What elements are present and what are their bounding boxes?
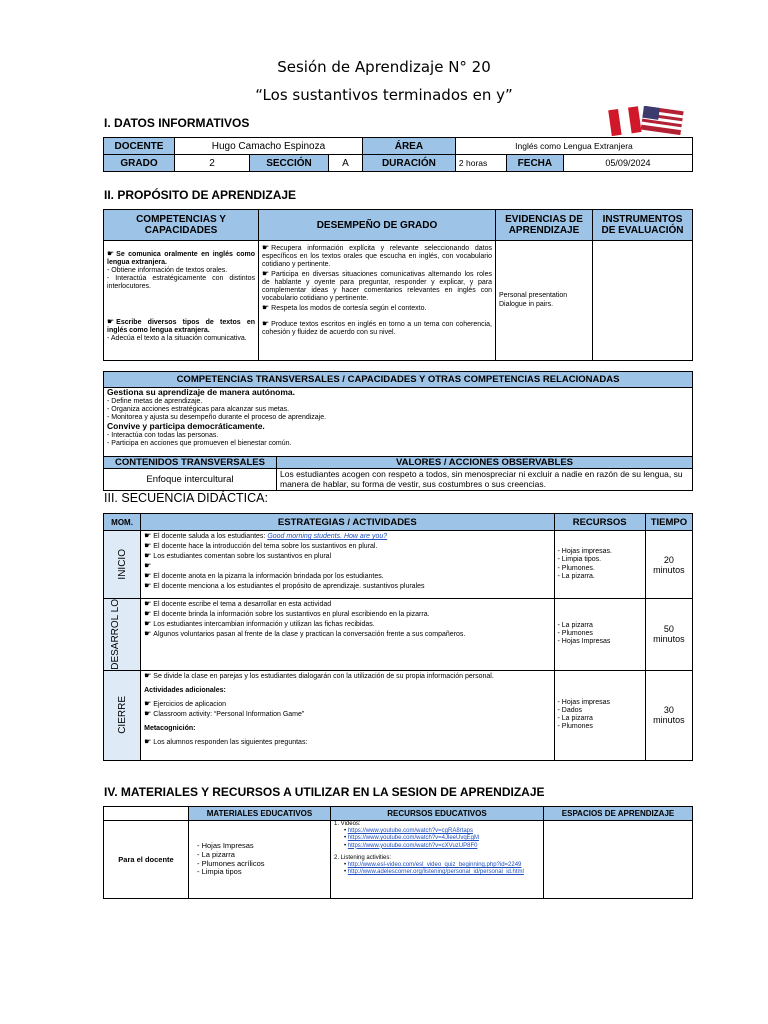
desempeno-item: Recupera información explícita y relevante seleccionando datos específicos en los textos orales que escucha en inglés, con vocabulario cotidiano y pertinente. <box>262 245 492 269</box>
peru-usa-flags-icon <box>606 106 690 138</box>
transversales-header: COMPETENCIAS TRANSVERSALES / CAPACIDADES Y OTRAS COMPETENCIAS RELACIONADAS <box>104 372 693 388</box>
desempeno-item: Produce textos escritos en inglés en torno a un tema con coherencia, cohesión y fluidez de acuerdo con su nivel. <box>262 321 492 337</box>
header-evidencias: EVIDENCIAS DE APRENDIZAJE <box>496 210 593 241</box>
momento-inicio <box>104 531 141 599</box>
pointing-hand-icon: ☛ <box>144 531 152 540</box>
momento-label: INICIO <box>116 549 128 580</box>
capacidad-item: - Interactúa estratégicamente con distintos interlocutores. <box>107 275 255 291</box>
fecha-value: 05/09/2024 <box>563 155 692 172</box>
pointing-hand-icon: ☛ <box>262 269 270 279</box>
video-link[interactable]: https://www.youtube.com/watch?v=cgRA8rtaps <box>347 828 474 835</box>
material-item: - Limpia tipos <box>197 867 242 877</box>
duracion-value: 2 horas <box>455 155 506 172</box>
espacios-cell <box>544 821 693 899</box>
recurso-item: - Plumones. <box>557 564 595 572</box>
desarrollo-recursos <box>554 599 645 671</box>
pointing-hand-icon: ☛ <box>262 319 270 329</box>
actividad-item: El docente hace la introducción del tema sobre los sustantivos en plural. <box>153 543 378 551</box>
recursos-list: 1. Videos: • https://www.youtube.com/watch?v=cgRA8rtaps • https://www.youtube.com/watch?v=4JleeUvqEgM • https://www.youtube.com/watch?v=cXVuzUP8F0 2. Listening activities: • http://www.esl-video.com/esl_video_quiz_beginning.php?id=2249 • http://www.adelescorner.org/listening/personal_id/personal_id.html <box>331 821 544 899</box>
pointing-hand-icon: ☛ <box>144 670 152 680</box>
pointing-hand-icon: ☛ <box>144 551 152 561</box>
section-secuencia-heading: III. SECUENCIA DIDÁCTICA: <box>104 491 268 505</box>
actividad-item: Classroom activity: “Personal Information Game” <box>153 710 305 718</box>
momento-label: CIERRE <box>116 696 128 735</box>
pointing-hand-icon: ☛ <box>144 581 152 591</box>
transversal-item: - Organiza acciones estratégicas para alcanzar sus metas. <box>107 405 290 413</box>
desempeno-item: Respeta los modos de cortesía según el contexto. <box>271 305 427 313</box>
actividad-saludo: Good morning students. How are you? <box>267 533 388 540</box>
actividad-item: Los estudiantes intercambian información y utilizan las fichas recibidas. <box>153 621 375 629</box>
cierre-recursos <box>554 670 645 760</box>
pointing-hand-icon: ☛ <box>144 599 152 608</box>
section-proposito-heading: II. PROPÓSITO DE APRENDIZAJE <box>104 188 297 202</box>
pointing-hand-icon: ☛ <box>107 317 115 327</box>
listening-link[interactable]: http://www.esl-video.com/esl_video_quiz_beginning.php?id=2249 <box>347 861 522 868</box>
grado-value: 2 <box>175 155 250 172</box>
recurso-item: - La pizarra <box>557 715 593 723</box>
cierre-tiempo: 30 minutos <box>645 670 692 760</box>
momento-desarrollo <box>104 599 141 671</box>
seccion-label: SECCIÓN <box>250 155 329 172</box>
transversal-item: - Participa en acciones que promueven el bienestar común. <box>107 439 292 447</box>
actividad-item: El docente brinda la información sobre los sustantivos en plural escribiendo en la pizarra. <box>153 611 430 619</box>
video-link[interactable]: https://www.youtube.com/watch?v=cXVuzUP8F0 <box>347 842 478 849</box>
transversal-item: - Monitorea y ajusta su desempeño durante el proceso de aprendizaje. <box>107 413 327 421</box>
actividad-item: Los alumnos responden las siguientes preguntas: <box>153 739 308 746</box>
desempeno-item: Participa en diversas situaciones comunicativas alternando los roles de hablante y oyente para preguntar, responder y explicar, y para complementar ideas y hacer comentarios relevantes en inglés con vocabulario cotidiano y pertinente. <box>262 271 492 303</box>
actividad-item: Algunos voluntarios pasan al frente de la clase y practican la conversación frente a sus compañeros. <box>153 631 466 639</box>
actividad-item: Los estudiantes comentan sobre los sustantivos en plural <box>153 553 332 561</box>
seccion-value: A <box>329 155 363 172</box>
inicio-tiempo: 20 minutos <box>645 531 692 599</box>
material-item: - Hojas Impresas <box>197 841 254 851</box>
metacognicion-label: Metacognición: <box>144 724 196 732</box>
header-competencias: COMPETENCIAS Y CAPACIDADES <box>104 210 259 241</box>
pointing-hand-icon: ☛ <box>144 609 152 619</box>
pointing-hand-icon: ☛ <box>262 303 270 313</box>
recurso-item: - Hojas impresas. <box>557 548 612 556</box>
actividad-item: El docente saluda a los estudiantes: <box>153 533 268 540</box>
section-materiales-heading: IV. MATERIALES Y RECURSOS A UTILIZAR EN LA SESION DE APRENDIZAJE <box>104 785 545 799</box>
material-item: - Plumones acrílicos <box>197 858 265 868</box>
cierre-actividades <box>141 670 554 760</box>
actividad-item: El docente menciona a los estudiantes el propósito de aprendizaje. sustantivos plurales <box>153 583 425 591</box>
transversales-table <box>103 371 693 491</box>
recurso-item: - Limpia tipos. <box>557 556 602 564</box>
docente-label: DOCENTE <box>104 138 175 155</box>
competencia-escrita: Escribe diversos tipos de textos en inglés como lengua extranjera. <box>107 319 255 335</box>
pointing-hand-icon: ☛ <box>144 561 152 571</box>
listening-label: 2. Listening activities: <box>334 854 392 861</box>
listening-link[interactable]: http://www.adelescorner.org/listening/personal_id/personal_id.html <box>347 869 524 876</box>
pointing-hand-icon: ☛ <box>144 708 152 718</box>
competencias-cell <box>104 241 259 361</box>
capacidad-item: - Obtiene información de textos orales. <box>107 267 228 275</box>
pointing-hand-icon: ☛ <box>144 698 152 708</box>
grado-label: GRADO <box>104 155 175 172</box>
header-espacios: ESPACIOS DE APRENDIZAJE <box>544 807 693 821</box>
valores-header: VALORES / ACCIONES OBSERVABLES <box>277 457 693 469</box>
transversal-item: - Define metas de aprendizaje. <box>107 397 203 405</box>
actividad-item: Se divide la clase en parejas y los estudiantes dialogarán con la utilización de su propia información personal. <box>153 672 494 680</box>
actividad-item: El docente escribe el tema a desarrollar en esta actividad <box>153 601 332 608</box>
area-value: Inglés como Lengua Extranjera <box>455 138 692 155</box>
actividad-item: El docente anota en la pizarra la información brindada por los estudiantes. <box>153 573 384 581</box>
recurso-item: - Hojas impresas <box>557 699 611 707</box>
transversales-cell <box>104 388 693 457</box>
recurso-item: - Plumones <box>557 630 593 638</box>
fecha-label: FECHA <box>506 155 563 172</box>
materiales-list <box>189 821 331 899</box>
momento-cierre <box>104 670 141 760</box>
page-subtitle: “Los sustantivos terminados en y” <box>255 86 513 104</box>
transversal-competencia: Gestiona su aprendizaje de manera autónoma. <box>107 387 295 397</box>
capacidad-item: - Adecúa el texto a la situación comunicativa. <box>107 335 247 343</box>
evidencia-item: Personal presentation <box>499 292 568 300</box>
material-item: - La pizarra <box>197 849 235 859</box>
recurso-item: - Plumones <box>557 723 593 731</box>
blank-corner <box>104 807 189 821</box>
pointing-hand-icon: ☛ <box>144 737 152 746</box>
videos-label: 1. Videos: <box>334 821 361 827</box>
inicio-recursos <box>554 531 645 599</box>
actividad-item: Ejercicios de aplicacion <box>153 700 227 708</box>
evidencia-item: Dialogue in pairs. <box>499 300 554 308</box>
pointing-hand-icon: ☛ <box>144 571 152 581</box>
secuencia-table <box>103 513 693 761</box>
momento-label: DESARROL LO <box>110 599 122 670</box>
duracion-label: DURACIÓN <box>362 155 455 172</box>
desarrollo-tiempo: 50 minutos <box>645 599 692 671</box>
video-link[interactable]: https://www.youtube.com/watch?v=4JleeUvqEgM <box>347 835 480 842</box>
pointing-hand-icon: ☛ <box>144 619 152 629</box>
header-tiempo: TIEMPO <box>645 514 692 531</box>
materiales-table <box>103 806 693 899</box>
page-title: Sesión de Aprendizaje N° 20 <box>277 58 491 76</box>
pointing-hand-icon: ☛ <box>144 541 152 551</box>
pointing-hand-icon: ☛ <box>144 629 152 639</box>
recurso-item: - Dados <box>557 707 583 715</box>
area-label: ÁREA <box>362 138 455 155</box>
transversal-item: - Interactúa con todas las personas. <box>107 431 219 439</box>
header-instrumentos: INSTRUMENTOS DE EVALUACIÓN <box>593 210 693 241</box>
proposito-table <box>103 209 693 361</box>
desarrollo-actividades <box>141 599 554 671</box>
inicio-actividades <box>141 531 554 599</box>
actividades-adicionales-label: Actividades adicionales: <box>144 686 226 694</box>
evidencias-cell <box>496 241 593 361</box>
header-estrategias: ESTRATEGIAS / ACTIVIDADES <box>141 514 554 531</box>
recurso-item: - La pizarra <box>557 622 593 630</box>
desempeno-cell <box>259 241 496 361</box>
competencia-oral: Se comunica oralmente en inglés como lengua extranjera. <box>107 251 255 267</box>
para-docente-label: Para el docente <box>104 821 189 899</box>
datos-table <box>103 137 693 172</box>
header-momento: MOM. <box>104 514 141 531</box>
section-datos-heading: I. DATOS INFORMATIVOS <box>104 116 250 130</box>
enfoque-value: Enfoque intercultural <box>104 469 277 491</box>
transversal-competencia: Convive y participa democráticamente. <box>107 420 265 431</box>
docente-value: Hugo Camacho Espinoza <box>175 138 363 155</box>
pointing-hand-icon: ☛ <box>262 243 270 252</box>
header-materiales: MATERIALES EDUCATIVOS <box>189 807 331 821</box>
instrumentos-cell <box>593 241 693 361</box>
valores-value: Los estudiantes acogen con respeto a todos, sin menospreciar ni excluir a nadie en razón de su lengua, su manera de hablar, su forma de vestir, sus costumbres o sus creencias. <box>277 469 693 491</box>
recurso-item: - La pizarra. <box>557 572 595 580</box>
pointing-hand-icon: ☛ <box>107 249 115 258</box>
header-recursos: RECURSOS <box>554 514 645 531</box>
header-recursos-educativos: RECURSOS EDUCATIVOS <box>331 807 544 821</box>
contenidos-header: CONTENIDOS TRANSVERSALES <box>104 457 277 469</box>
header-desempeno: DESEMPEÑO DE GRADO <box>259 210 496 241</box>
recurso-item: - Hojas Impresas <box>557 638 611 646</box>
